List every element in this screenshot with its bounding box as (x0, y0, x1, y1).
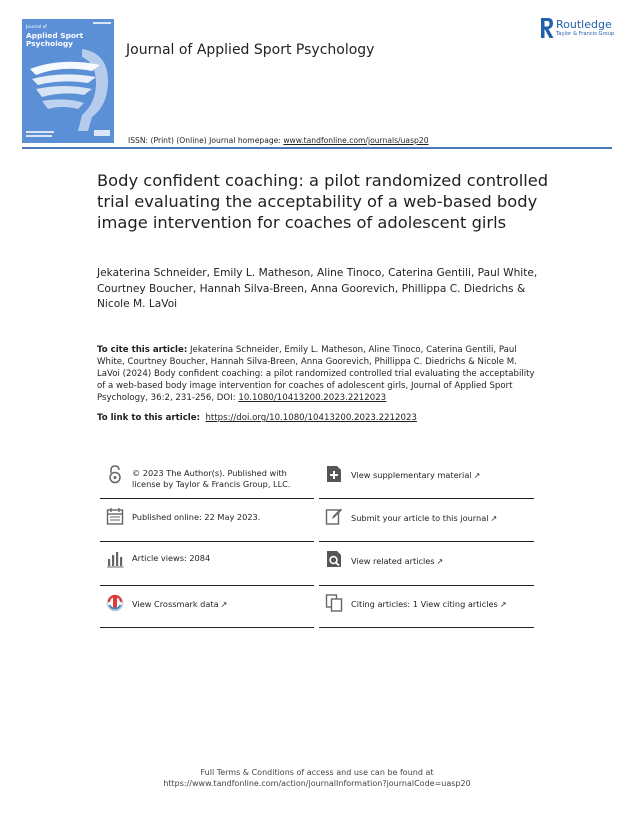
open-access-lock-icon (106, 464, 124, 484)
cite-label: To cite this article: (97, 345, 188, 355)
issn-prefix: ISSN: (Print) (Online) Journal homepage: (128, 136, 284, 145)
journal-cover[interactable] (22, 19, 114, 143)
issn-line (128, 136, 429, 145)
related-cell[interactable] (319, 549, 534, 589)
article-views: Article views: 2084 (132, 553, 211, 563)
link-label: To link to this article: (97, 413, 201, 423)
submit-link[interactable] (351, 513, 531, 524)
submit-label: Submit your article to this journal (351, 513, 489, 523)
add-document-icon (325, 464, 343, 484)
related-link[interactable] (351, 556, 531, 567)
external-link-icon: ↗ (499, 600, 507, 609)
calendar-icon (106, 506, 124, 526)
citation-block (97, 344, 542, 404)
divider (319, 627, 534, 628)
external-link-icon: ↗ (490, 514, 498, 523)
search-document-icon (325, 549, 343, 569)
bar-chart-icon (106, 549, 124, 569)
footer-terms-url[interactable]: https://www.tandfonline.com/action/journalInformation?journalCode=uasp20 (163, 779, 471, 788)
article-doi-link[interactable]: https://doi.org/10.1080/10413200.2023.2212023 (205, 413, 417, 423)
external-link-icon: ↗ (436, 557, 444, 566)
citing-link[interactable] (351, 599, 531, 610)
crossmark-label: View Crossmark data (132, 599, 219, 609)
published-date: Published online: 22 May 2023. (132, 512, 261, 522)
crossmark-link[interactable] (132, 599, 312, 610)
article-title: Body confident coaching: a pilot randomized controlled trial evaluating the acceptability of a web-based body image intervention for coaches of adolescent girls (97, 171, 549, 232)
supplementary-label: View supplementary material (351, 470, 472, 480)
divider (319, 541, 534, 542)
journal-title[interactable]: Journal of Applied Sport Psychology (126, 42, 375, 58)
views-cell (100, 549, 314, 589)
author-list: Jekaterina Schneider, Emily L. Matheson, Aline Tinoco, Caterina Gentili, Paul White, Courtney Boucher, Hannah Silva-Breen, Anna Goorevich, Phillippa C. Diedrichs & Nicole M. LaVoi (97, 267, 538, 310)
divider (319, 585, 534, 586)
routledge-logo[interactable] (539, 16, 617, 40)
footer (0, 767, 634, 789)
article-link-line (97, 413, 417, 423)
external-link-icon: ↗ (473, 471, 481, 480)
publisher-name: Routledge (556, 18, 612, 31)
submit-cell[interactable] (319, 506, 534, 546)
cover-title (26, 24, 112, 48)
supplementary-link[interactable] (351, 470, 531, 481)
divider (100, 498, 314, 499)
header-divider (22, 147, 612, 149)
cite-text: Jekaterina Schneider, Emily L. Matheson, Aline Tinoco, Caterina Gentili, Paul White, Courtney Boucher, Hannah Silva-Breen, Anna Goorevich, Phillippa C. Diedrichs & Nicole M. LaVoi (2024) Body confident coaching: a pilot randomized controlled trial evaluating the acceptability of a web-based body image intervention for coaches of adolescent girls, Journal of Applied Sport Psychology, 36:2, 231-256, DOI: (97, 345, 535, 403)
crossmark-icon (106, 593, 124, 613)
published-cell (100, 506, 314, 546)
citing-label: Citing articles: 1 View citing articles (351, 599, 498, 609)
cover-title-main: Applied Sport Psychology (26, 31, 84, 48)
copy-documents-icon (325, 593, 343, 613)
cover-footer-bar-2 (26, 135, 52, 137)
publisher-tagline: Taylor & Francis Group (556, 31, 615, 37)
related-label: View related articles (351, 556, 435, 566)
divider (100, 541, 314, 542)
cover-footer-bar (26, 131, 54, 133)
divider (319, 498, 534, 499)
routledge-r-icon (539, 17, 555, 39)
divider (100, 585, 314, 586)
external-link-icon: ↗ (220, 600, 228, 609)
cover-publisher-logo (94, 130, 110, 136)
cite-doi-link[interactable]: 10.1080/10413200.2023.2212023 (238, 393, 387, 403)
cover-title-small: Journal of (26, 25, 47, 30)
divider (100, 627, 314, 628)
edit-icon (325, 506, 343, 526)
journal-homepage-link[interactable]: www.tandfonline.com/journals/uasp20 (283, 136, 429, 145)
footer-terms: Full Terms & Conditions of access and use can be found at (200, 768, 434, 777)
license-text: © 2023 The Author(s). Published with license by Taylor & Francis Group, LLC. (132, 468, 291, 489)
